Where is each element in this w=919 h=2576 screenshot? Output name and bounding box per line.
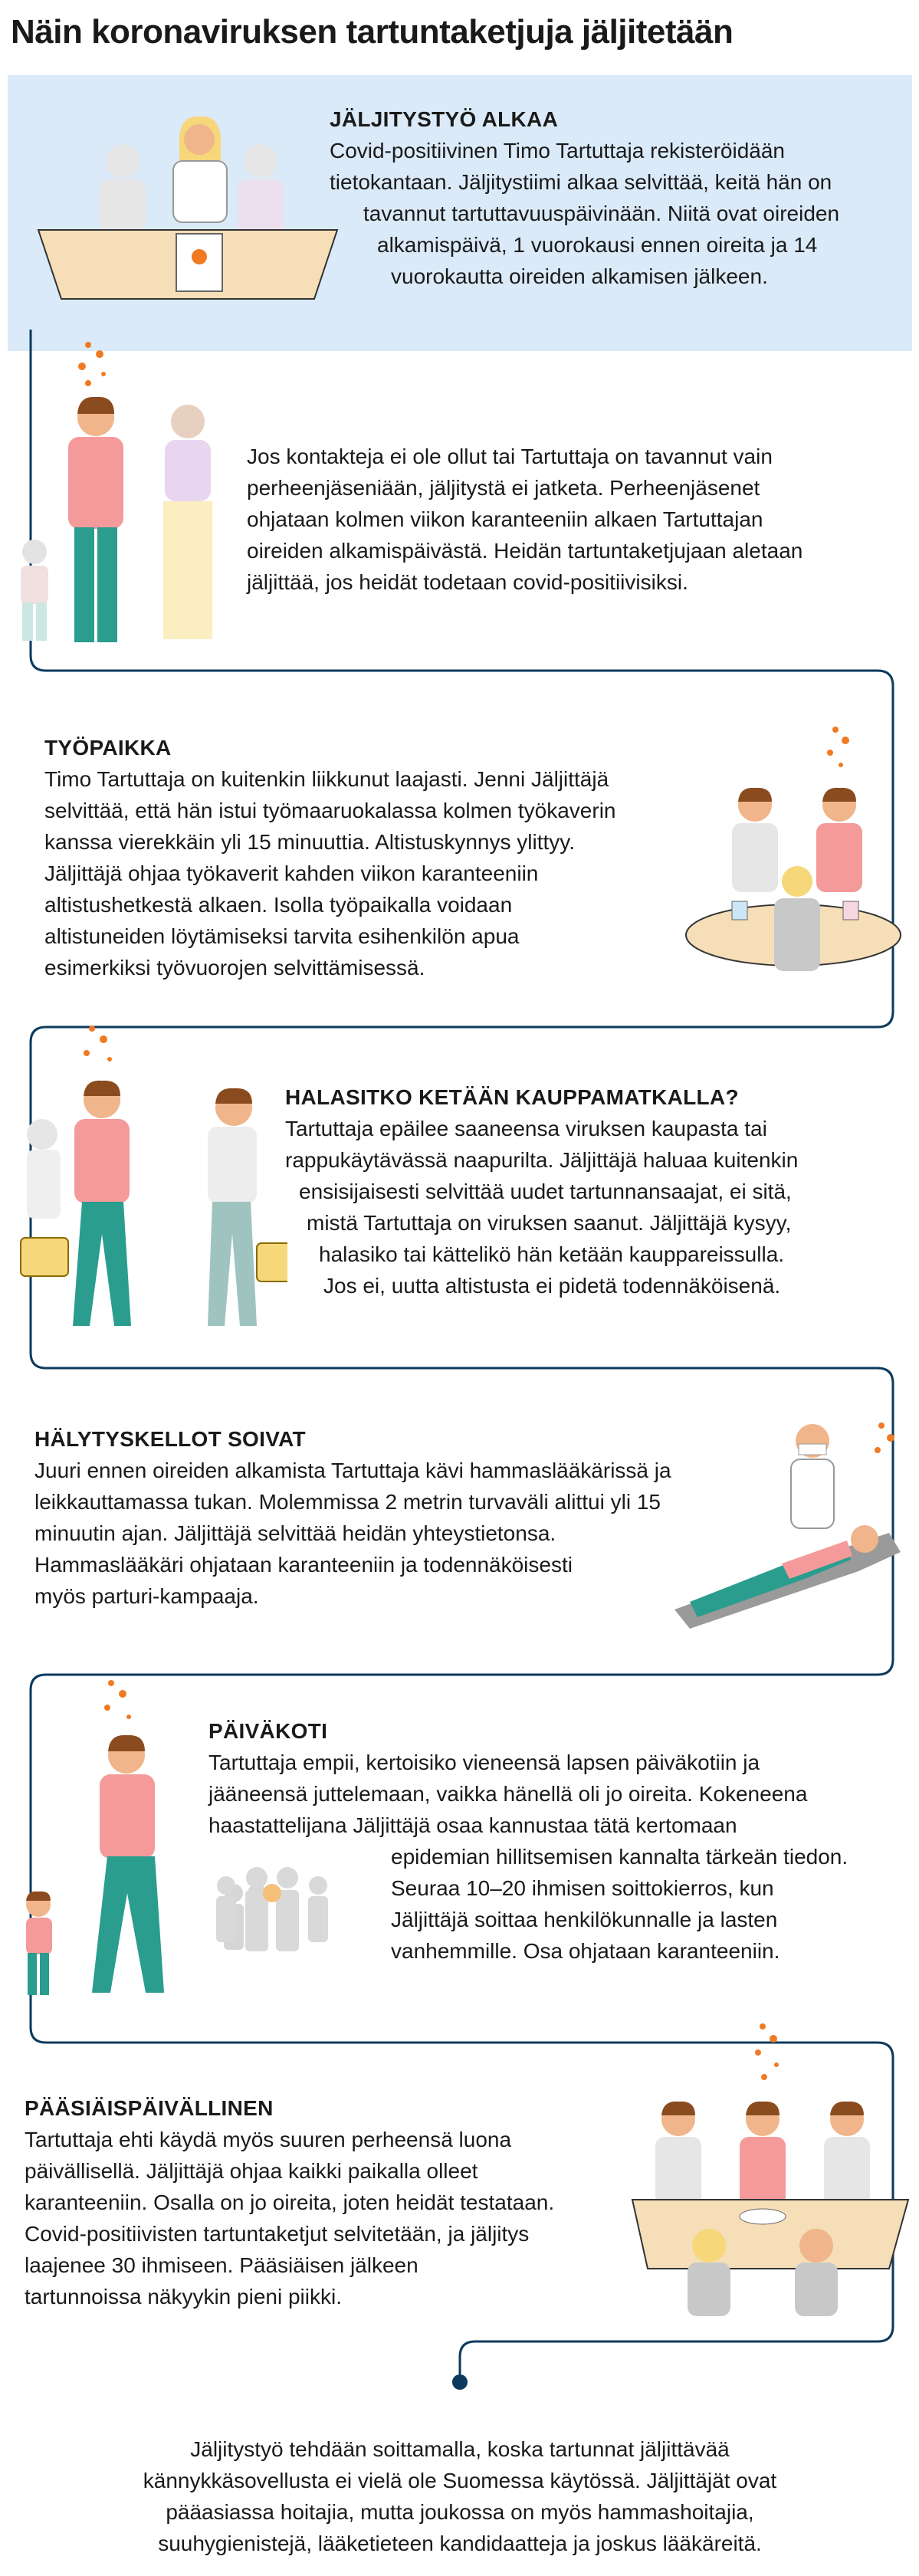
text-line: myös parturi-kampaaja. [34,1584,259,1608]
text-line: mistä Tartuttaja on viruksen saanut. Jäljittäjä kysyy, [307,1211,792,1235]
section-heading: PÄIVÄKOTI [208,1719,328,1743]
page-title: Näin koronaviruksen tartuntaketjuja jäljitetään [11,13,734,51]
shopping-icon [11,1019,287,1341]
text-line: esimerkiksi työvuorojen selvittämisessä. [44,956,425,980]
text-line: jääneensä juttelemaan, vaikka hänellä oli jo oireita. Kokeneena [208,1782,808,1806]
text-line: tietokantaan. Jäljitystiimi alkaa selvittää, keitä hän on [330,170,832,194]
text-line: Jäljittäjä soittaa henkilökunnalle ja lasten [391,1908,778,1931]
text-line: Jäljittäjä ohjaa työkaverit kahden viikon karanteeniin [44,861,539,885]
text-line: laajenee 30 ihmiseen. Pääsiäisen jälkeen [25,2253,418,2277]
text-line: epidemian hillitsemisen kannalta tärkeän tiedon. [391,1845,848,1869]
text-line: kännykkäsovellusta ei vielä ole Suomessa käytössä. Jäljittäjät ovat [143,2469,777,2492]
text-line: oireiden alkamispäivästä. Heidän tartuntaketjujaan aletaan [247,539,803,563]
text-line: vuorokautta oireiden alkamisen jälkeen. [391,264,768,288]
dinner-icon [625,2016,916,2322]
text-line: Jäljitystyö tehdään soittamalla, koska tartunnat jäljittävää [190,2437,730,2461]
call-center-icon [31,107,353,307]
text-line: selvittää, että hän istui työmaaruokalassa kolmen työkaverin [44,799,616,822]
text-line: leikkauttamassa tukan. Molemmissa 2 metrin turvaväli alittui yli 15 [34,1490,661,1514]
text-line: Juuri ennen oireiden alkamista Tartuttaja kävi hammaslääkärissä ja [34,1459,671,1482]
text-line: Tartuttaja epäilee saaneensa viruksen kaupasta tai [285,1117,767,1140]
text-line: Seuraa 10–20 ihmisen soittokierros, kun [391,1876,774,1900]
section-body [285,1113,798,1301]
text-line: tartunnoissa näkyykin pieni piikki. [25,2285,342,2309]
family-icon [11,337,241,659]
text-line: Jos ei, uutta altistusta ei pidetä todennäköisenä. [323,1274,781,1298]
text-line: Hammaslääkäri ohjataan karanteeniin ja todennäköisesti [34,1553,573,1577]
section-body [25,2124,554,2312]
text-line: ensisijaisesti selvittää uudet tartunnansaajat, ei sitä, [299,1180,792,1203]
text-line: Tartuttaja empii, kertoisiko vieneensä lapsen päiväkotiin ja [208,1751,760,1774]
section-body [208,1747,848,1967]
text-line: suuhygienistejä, lääketieteen kandidaatteja ja joskus lääkäreitä. [158,2532,762,2555]
text-line: altistushetkestä alkaen. Isolla työpaikalla voidaan [44,893,513,917]
text-line: Jos kontakteja ei ole ollut tai Tartuttaja on tavannut vain [247,445,773,468]
section-body [330,135,839,292]
text-line: alkamispäivä, 1 vuorokausi ennen oireita ja 14 [377,233,818,257]
text-line: altistuneiden löytämiseksi tarvita esihenkilön apua [44,924,520,948]
text-line: vanhemmille. Osa ohjataan karanteeniin. [391,1939,780,1963]
text-line: kanssa vierekkäin yli 15 minuuttia. Altistuskynnys ylittyy. [44,830,575,854]
section-heading: JÄLJITYSTYÖ ALKAA [330,107,559,131]
text-line: haastattelijana Jäljittäjä osaa kannustaa tätä kertomaan [208,1813,737,1837]
text-line: Covid-positiivinen Timo Tartuttaja rekisteröidään [330,139,785,162]
text-line: karanteeniin. Osalla on jo oireita, joten heidät testataan. [25,2190,555,2214]
dentist-icon [659,1410,912,1640]
text-line: jäljittää, jos heidät todetaan covid-positiivisiksi. [247,570,688,594]
text-line: pääasiassa hoitajia, mutta joukossa on myös hammashoitajia, [166,2500,754,2524]
text-line: rappukäytävässä naapurilta. Jäljittäjä haluaa kuitenkin [285,1148,799,1172]
text-line: Tartuttaja ehti käydä myös suuren perheensä luona [25,2128,512,2151]
section-heading: TYÖPAIKKA [44,736,172,760]
text-line: perheenjäseniään, jäljitystä ei jatketa. Perheenjäsenet [247,476,760,500]
canteen-icon [678,720,908,981]
section-body [247,441,802,598]
text-line: päivällisellä. Jäljittäjä ohjaa kaikki paikalla olleet [25,2159,478,2183]
text-line: ohjataan kolmen viikon karanteeniin alkaen Tartuttajan [247,507,763,531]
section-heading: HALASITKO KETÄÄN KAUPPAMATKALLA? [285,1085,739,1109]
section-heading: PÄÄSIÄISPÄIVÄLLINEN [25,2096,274,2120]
section-heading: HÄLYTYSKELLOT SOIVAT [34,1427,306,1451]
footer-text [92,2433,828,2559]
text-line: minuutin ajan. Jäljittäjä selvittää heidän yhteystietonsa. [34,1521,556,1545]
text-line: tavannut tartuttavuuspäivinään. Niitä ovat oireiden [363,202,840,225]
section-body [44,763,616,983]
text-line: Timo Tartuttaja on kuitenkin liikkunut laajasti. Jenni Jäljittäjä [44,767,609,791]
text-line: halasiko tai kättelikö hän ketään kauppareissulla. [319,1242,785,1266]
section-body [34,1455,671,1612]
text-line: Covid-positiivisten tartuntaketjut selvitetään, ja jäljitys [25,2222,530,2246]
